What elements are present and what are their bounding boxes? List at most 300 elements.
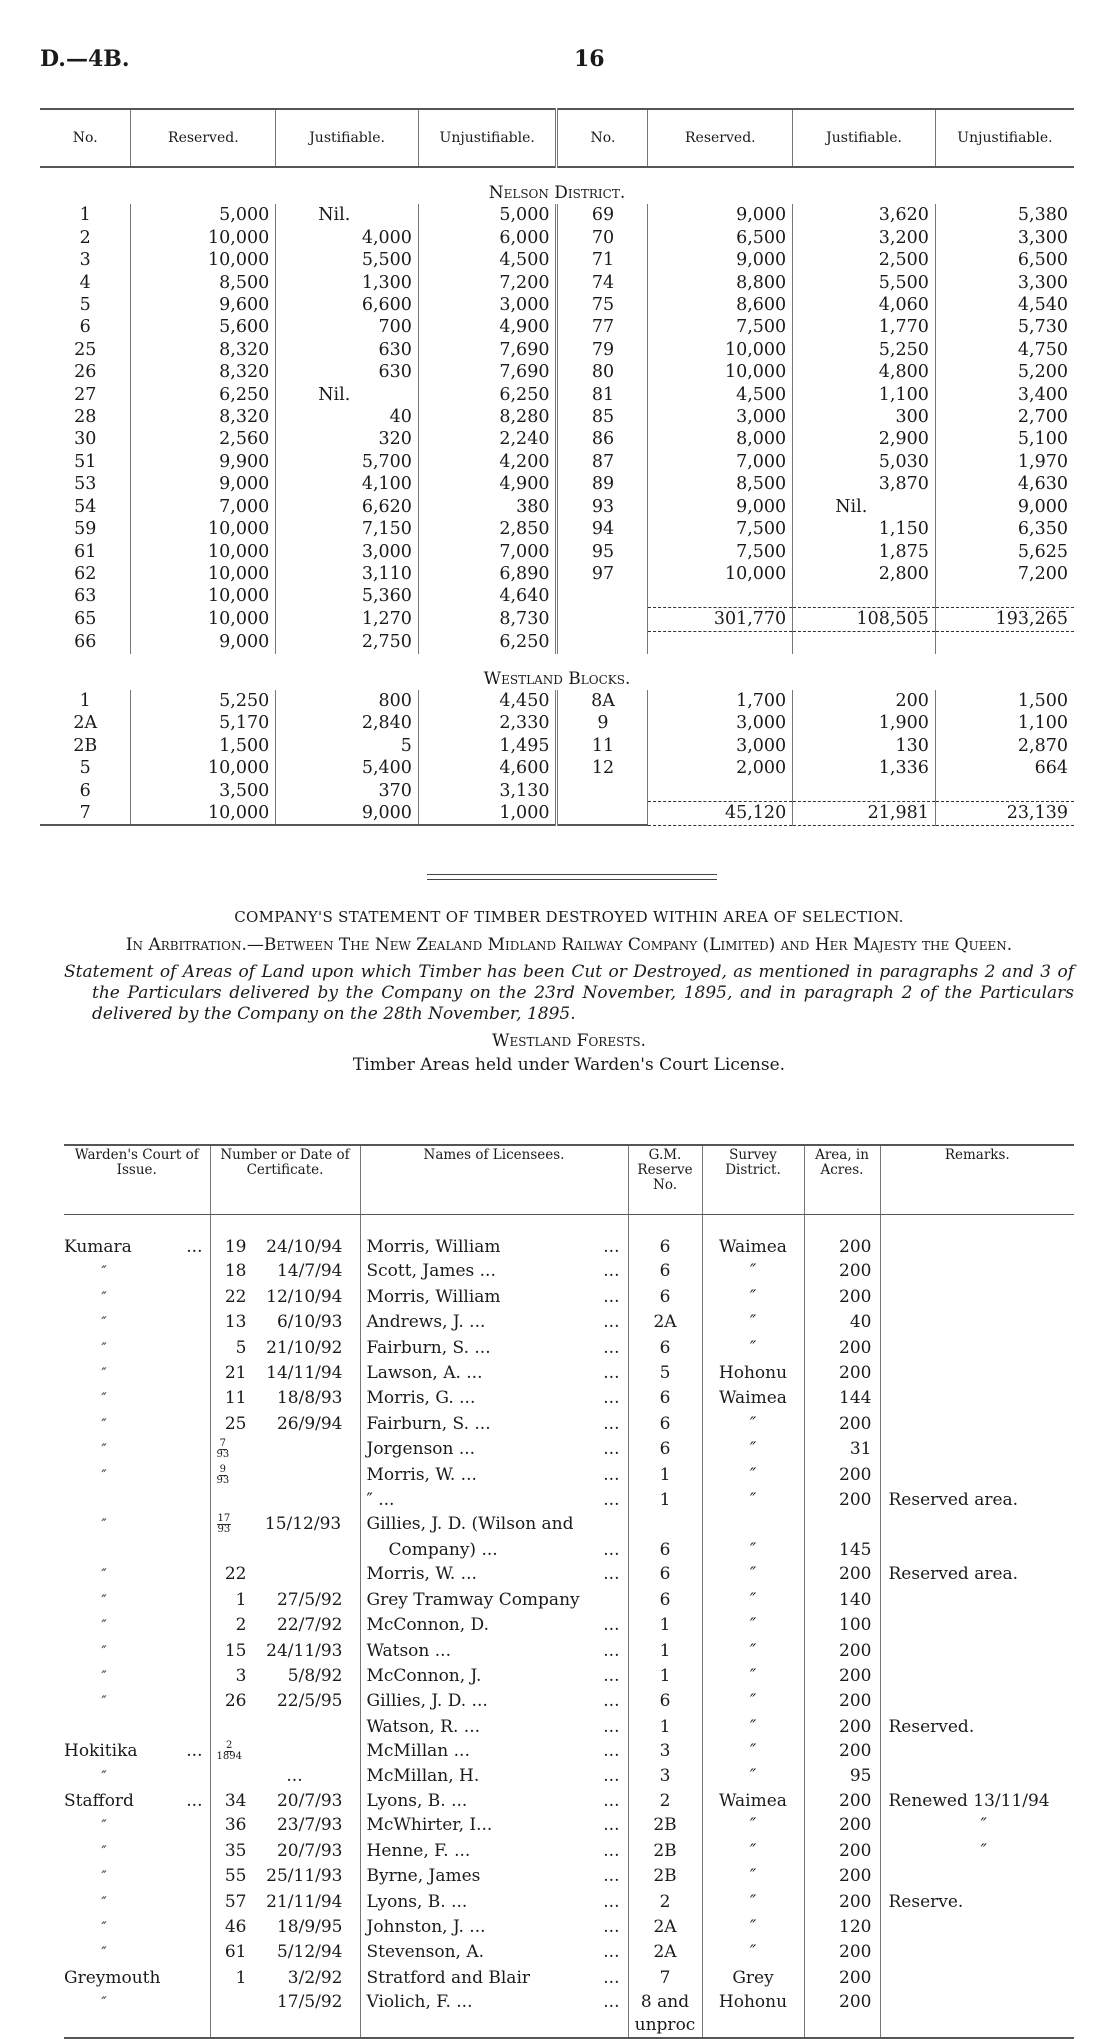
licensee-cell — [360, 1588, 628, 1613]
warden-court: ″ — [101, 1694, 107, 1711]
licensee-cell — [360, 1538, 628, 1562]
table-row — [64, 1764, 1074, 1789]
justifiable-value: 1,770 — [793, 316, 936, 338]
block-number — [557, 780, 648, 802]
column-header: Names of Licensees. — [360, 1145, 628, 1215]
reserved-value: 10,000 — [648, 361, 793, 383]
reserved-value: 2,000 — [648, 757, 793, 779]
table-row — [64, 1940, 1074, 1965]
area-acres: 95 — [804, 1764, 880, 1789]
table-row — [64, 1235, 1074, 1259]
block-number: 51 — [74, 451, 97, 472]
area-acres: 40 — [804, 1310, 880, 1335]
certificate-number: 57 — [224, 1891, 247, 1912]
fraction-denominator: 93 — [217, 1524, 231, 1536]
table-row — [40, 802, 1074, 825]
empty-cell — [935, 585, 1074, 607]
reserved-value: 10,000 — [131, 227, 276, 249]
licensee-name: Stevenson, A. — [366, 1942, 485, 1963]
table-row — [64, 1789, 1074, 1813]
block-number: 2 — [79, 227, 91, 248]
remarks — [880, 1664, 1074, 1689]
licensee-cell — [360, 1259, 628, 1284]
certificate-date: 18/9/95 — [276, 1916, 343, 1937]
remarks — [880, 1588, 1074, 1613]
licensee-name: McConnon, J. — [366, 1665, 482, 1686]
table-row — [40, 585, 1074, 607]
reserve-number: 3 — [628, 1739, 702, 1763]
leader-dots: ... — [603, 1967, 620, 1988]
certificate-number: 55 — [224, 1866, 247, 1887]
unjustifiable-value: 2,240 — [418, 428, 557, 450]
reserved-value: 9,600 — [131, 294, 276, 316]
block-number: 80 — [557, 361, 648, 383]
empty-cell — [793, 631, 936, 653]
certificate-cell — [210, 1789, 360, 1813]
leader-dots: ... — [186, 1237, 203, 1257]
reserved-value: 9,000 — [648, 249, 793, 271]
certificate-number: 34 — [224, 1790, 247, 1811]
remarks — [880, 1613, 1074, 1638]
survey-district: Waimea — [702, 1235, 804, 1259]
licensee-name: Watson, R. ... — [366, 1716, 480, 1737]
unjustifiable-value: 1,100 — [935, 712, 1074, 734]
column-header: Warden's Court of Issue. — [64, 1145, 210, 1215]
reserved-value: 7,000 — [648, 451, 793, 473]
licensee-name: Byrne, James — [366, 1866, 481, 1887]
justifiable-value: 6,600 — [276, 294, 419, 316]
certificate-date: 14/11/94 — [266, 1363, 343, 1384]
justifiable-value: 200 — [793, 690, 936, 712]
table-row — [40, 757, 1074, 779]
table-row — [40, 690, 1074, 712]
survey-district: Waimea — [702, 1386, 804, 1411]
empty-cell — [360, 1215, 628, 1236]
certificate-number: 18 — [224, 1261, 247, 1282]
table-row — [64, 1437, 1074, 1462]
unjustifiable-value: 5,200 — [935, 361, 1074, 383]
empty-cell — [935, 631, 1074, 653]
licensee-name: McConnon, D. — [366, 1615, 489, 1636]
total-unjustifiable: 193,265 — [935, 608, 1074, 631]
table-row — [64, 1562, 1074, 1587]
table-row — [40, 272, 1074, 294]
block-number: 11 — [557, 735, 648, 757]
warden-court-cell — [64, 1966, 210, 1990]
warden-court-cell — [64, 1463, 210, 1488]
column-header: Area, in Acres. — [804, 1145, 880, 1215]
block-number: 87 — [557, 451, 648, 473]
block-number: 5 — [79, 295, 91, 316]
warden-court: ″ — [101, 1768, 107, 1785]
remarks — [880, 1689, 1074, 1714]
certificate-date: 27/5/92 — [276, 1589, 343, 1610]
licensee-name: Morris, W. ... — [366, 1564, 477, 1585]
leader-dots: ... — [603, 1691, 620, 1712]
column-header: Number or Date of Certificate. — [210, 1145, 360, 1215]
leader-dots: ... — [603, 1741, 620, 1762]
area-acres: 200 — [804, 1739, 880, 1763]
block-number: 79 — [557, 339, 648, 361]
licensee-cell — [360, 1915, 628, 1940]
licensee-cell — [360, 1310, 628, 1335]
column-header: Unjustifiable. — [935, 109, 1074, 167]
remarks — [880, 1990, 1074, 2038]
certificate-date: 22/5/95 — [276, 1691, 343, 1712]
block-number: 69 — [557, 204, 648, 226]
justifiable-value: 130 — [793, 735, 936, 757]
reserved-value: 7,500 — [648, 316, 793, 338]
certificate-fraction — [217, 1514, 232, 1535]
area-acres: 200 — [804, 1864, 880, 1889]
licensee-cell — [360, 1613, 628, 1638]
table-row — [40, 361, 1074, 383]
survey-district: ″ — [702, 1839, 804, 1864]
block-number: 85 — [557, 406, 648, 428]
block-number: 97 — [557, 563, 648, 585]
justifiable-value: 3,620 — [793, 204, 936, 226]
certificate-date: 20/7/93 — [276, 1790, 343, 1811]
reserved-value: 8,320 — [131, 339, 276, 361]
block-number: 27 — [74, 384, 97, 405]
reserve-number: 6 — [628, 1259, 702, 1284]
licensee-cell — [360, 1285, 628, 1310]
reserved-value: 10,000 — [131, 608, 276, 631]
certificate-date: 24/10/94 — [266, 1237, 343, 1257]
certificate-date: 3/2/92 — [287, 1967, 343, 1988]
block-number: 89 — [557, 473, 648, 495]
reserved-value: 8,320 — [131, 406, 276, 428]
table-row — [64, 1639, 1074, 1664]
total-reserved: 45,120 — [648, 802, 793, 825]
block-number: 81 — [557, 384, 648, 406]
certificate-cell — [210, 1839, 360, 1864]
arbitration-title: In Arbitration.—Between The New Zealand Midland Railway Company (Limited) and Her Majesty the Queen. — [125, 935, 1013, 955]
certificate-cell — [210, 1639, 360, 1664]
block-number — [557, 585, 648, 607]
survey-district: ″ — [702, 1285, 804, 1310]
remarks: ″ — [880, 1839, 1074, 1864]
licensee-name: Lawson, A. ... — [366, 1363, 483, 1384]
table-row — [64, 1890, 1074, 1915]
area-acres: 200 — [804, 1336, 880, 1361]
certificate-number: 13 — [224, 1312, 247, 1333]
unjustifiable-value: 7,200 — [935, 563, 1074, 585]
certificate-cell — [210, 1512, 360, 1537]
leader-dots: ... — [603, 1640, 620, 1661]
warden-court-cell — [64, 1235, 210, 1259]
area-acres: 200 — [804, 1966, 880, 1990]
leader-dots: ... — [603, 1942, 620, 1963]
reserve-number: 6 — [628, 1336, 702, 1361]
warden-court: ″ — [101, 1919, 107, 1936]
warden-court: Hokitika — [64, 1741, 138, 1762]
warden-court: ″ — [101, 1618, 107, 1635]
survey-district: ″ — [702, 1864, 804, 1889]
leader-dots: ... — [603, 1490, 620, 1511]
certificate-cell — [210, 1940, 360, 1965]
licensee-cell — [360, 1990, 628, 2038]
licensee-cell — [360, 1437, 628, 1462]
justifiable-value: 5,500 — [276, 249, 419, 271]
block-number: 93 — [557, 496, 648, 518]
leader-dots: ... — [603, 1790, 620, 1811]
unjustifiable-value: 7,000 — [418, 541, 557, 563]
warden-court-cell — [64, 1864, 210, 1889]
certificate-number: 35 — [224, 1840, 247, 1861]
empty-cell — [628, 1215, 702, 1236]
block-number: 6 — [79, 780, 91, 801]
remarks — [880, 1259, 1074, 1284]
warden-court: Kumara — [64, 1237, 132, 1257]
empty-cell — [210, 1215, 360, 1236]
table-row — [64, 1864, 1074, 1889]
licensee-cell — [360, 1664, 628, 1689]
certificate-fraction — [217, 1465, 230, 1486]
warden-court: ″ — [101, 1945, 107, 1962]
reserved-value: 9,000 — [648, 496, 793, 518]
reserved-value: 10,000 — [131, 249, 276, 271]
justifiable-value: 300 — [793, 406, 936, 428]
unjustifiable-value: 4,640 — [418, 585, 557, 607]
area-acres: 144 — [804, 1386, 880, 1411]
table-row — [64, 1310, 1074, 1335]
column-header: Remarks. — [880, 1145, 1074, 1215]
empty-cell — [793, 780, 936, 802]
justifiable-value: 800 — [276, 690, 419, 712]
remarks — [880, 1412, 1074, 1437]
column-header: Survey District. — [702, 1145, 804, 1215]
survey-district: ″ — [702, 1639, 804, 1664]
licensee-name: Lyons, B. ... — [366, 1891, 468, 1912]
licensee-cell — [360, 1839, 628, 1864]
reserved-value: 8,800 — [648, 272, 793, 294]
reserve-number: 6 — [628, 1285, 702, 1310]
certificate-number: 5 — [235, 1337, 247, 1358]
reserved-value: 8,500 — [648, 473, 793, 495]
statement-titles — [64, 908, 1074, 1075]
table-row — [40, 204, 1074, 226]
block-number: 1 — [79, 205, 91, 226]
certificate-date: 5/12/94 — [276, 1942, 343, 1963]
column-header: Justifiable. — [793, 109, 936, 167]
survey-district: ″ — [702, 1336, 804, 1361]
certificate-cell — [210, 1437, 360, 1462]
table-row — [64, 1336, 1074, 1361]
licensee-name: Andrews, J. ... — [366, 1312, 486, 1333]
unjustifiable-value: 6,350 — [935, 518, 1074, 540]
licensee-name: Grey Tramway Company — [366, 1589, 580, 1610]
reserved-value: 10,000 — [131, 585, 276, 607]
table-row — [40, 249, 1074, 271]
reserved-value: 5,170 — [131, 712, 276, 734]
licensee-cell — [360, 1890, 628, 1915]
warden-court: ″ — [101, 1843, 107, 1860]
block-number: 8A — [557, 690, 648, 712]
reserved-value: 7,500 — [648, 541, 793, 563]
table-header-row — [40, 109, 1074, 167]
warden-court-cell — [64, 1789, 210, 1813]
remarks — [880, 1966, 1074, 1990]
reserved-value: 3,500 — [131, 780, 276, 802]
certificate-cell — [210, 1386, 360, 1411]
reserved-value: 9,000 — [131, 631, 276, 653]
unjustifiable-value: 7,690 — [418, 361, 557, 383]
reserve-number: 1 — [628, 1463, 702, 1488]
leader-dots: ... — [603, 1539, 620, 1560]
leader-dots: ... — [603, 1716, 620, 1737]
survey-district: ″ — [702, 1715, 804, 1739]
remarks: Reserve. — [880, 1890, 1074, 1915]
unjustifiable-value: 6,500 — [935, 249, 1074, 271]
empty-cell — [648, 780, 793, 802]
area-acres: 200 — [804, 1715, 880, 1739]
table-row — [64, 1990, 1074, 2038]
unjustifiable-value: 6,890 — [418, 563, 557, 585]
reserved-value: 10,000 — [131, 802, 276, 825]
certificate-date: 23/7/93 — [276, 1815, 343, 1836]
certificate-cell — [210, 1689, 360, 1714]
total-unjustifiable: 23,139 — [935, 802, 1074, 825]
unjustifiable-value: 1,000 — [418, 802, 557, 825]
certificate-cell — [210, 1966, 360, 1990]
block-number — [557, 631, 648, 653]
survey-district: ″ — [702, 1664, 804, 1689]
reserve-number: 7 — [628, 1966, 702, 1990]
licensee-name: Watson ... — [366, 1640, 451, 1661]
licensee-cell — [360, 1966, 628, 1990]
leader-dots: ... — [603, 1840, 620, 1861]
certificate-date: 22/7/92 — [276, 1615, 343, 1636]
remarks — [880, 1285, 1074, 1310]
block-number: 2B — [73, 735, 98, 756]
survey-district: ″ — [702, 1764, 804, 1789]
survey-district: Hohonu — [702, 1361, 804, 1386]
reserved-value: 7,500 — [648, 518, 793, 540]
warden-court-cell — [64, 1839, 210, 1864]
survey-district: ″ — [702, 1259, 804, 1284]
justifiable-value: 6,620 — [276, 496, 419, 518]
certificate-fraction — [217, 1741, 242, 1762]
licensee-cell — [360, 1739, 628, 1763]
warden-court-cell — [64, 1764, 210, 1789]
certificate-cell — [210, 1613, 360, 1638]
area-acres: 100 — [804, 1613, 880, 1638]
licensee-cell — [360, 1412, 628, 1437]
licensee-name: Johnston, J. ... — [366, 1916, 486, 1937]
justifiable-value: 4,000 — [276, 227, 419, 249]
certificate-cell — [210, 1864, 360, 1889]
justifiable-value: 630 — [276, 361, 419, 383]
certificate-number: 46 — [224, 1916, 247, 1937]
licensee-name: McWhirter, I... — [366, 1815, 493, 1836]
area-acres: 200 — [804, 1664, 880, 1689]
table-row — [40, 227, 1074, 249]
justifiable-value: 1,300 — [276, 272, 419, 294]
justifiable-value: 4,060 — [793, 294, 936, 316]
unjustifiable-value: 4,750 — [935, 339, 1074, 361]
unjustifiable-value: 380 — [418, 496, 557, 518]
section-heading-row — [40, 654, 1074, 690]
reserve-number: 2A — [628, 1940, 702, 1965]
unjustifiable-value: 4,540 — [935, 294, 1074, 316]
reserve-number: 1 — [628, 1664, 702, 1689]
certificate-number: 22 — [224, 1564, 247, 1585]
table-row — [64, 1538, 1074, 1562]
warden-court: ″ — [101, 1416, 107, 1433]
justifiable-value: 370 — [276, 780, 419, 802]
justifiable-value: 700 — [276, 316, 419, 338]
licensee-cell — [360, 1813, 628, 1838]
remarks: Reserved area. — [880, 1488, 1074, 1512]
warden-court-cell — [64, 1739, 210, 1763]
table-row — [64, 1966, 1074, 1990]
leader-dots: ... — [603, 1261, 620, 1282]
timber-areas-subheading: Timber Areas held under Warden's Court License. — [352, 1055, 786, 1075]
survey-district: ″ — [702, 1813, 804, 1838]
company-statement-title: COMPANY'S STATEMENT OF TIMBER DESTROYED WITHIN AREA OF SELECTION. — [234, 908, 904, 926]
warden-court: ″ — [101, 1592, 107, 1609]
column-header: Justifiable. — [276, 109, 419, 167]
empty-cell — [793, 585, 936, 607]
reserved-value: 1,500 — [131, 735, 276, 757]
reserved-value: 10,000 — [131, 541, 276, 563]
table-row — [64, 1512, 1074, 1537]
reserve-number: 6 — [628, 1562, 702, 1587]
reserved-value: 8,500 — [131, 272, 276, 294]
licensee-cell — [360, 1235, 628, 1259]
licensee-cell — [360, 1864, 628, 1889]
reserve-number: 8 and unproc — [628, 1990, 702, 2038]
unjustifiable-value: 4,450 — [418, 690, 557, 712]
block-number: 63 — [74, 586, 97, 607]
remarks — [880, 1915, 1074, 1940]
area-acres: 200 — [804, 1789, 880, 1813]
justifiable-value: 1,875 — [793, 541, 936, 563]
reserved-value: 3,000 — [648, 406, 793, 428]
area-acres: 200 — [804, 1259, 880, 1284]
reserve-number: 6 — [628, 1437, 702, 1462]
document-reference: D.—4B. — [40, 46, 130, 72]
fraction-numerator: 9 — [219, 1463, 227, 1475]
reserve-number: 1 — [628, 1488, 702, 1512]
unjustifiable-value: 6,000 — [418, 227, 557, 249]
warden-court-cell — [64, 1715, 210, 1739]
unjustifiable-value: 5,730 — [935, 316, 1074, 338]
table-row — [40, 563, 1074, 585]
table-row — [40, 631, 1074, 653]
reserve-number: 6 — [628, 1689, 702, 1714]
block-number: 5 — [79, 758, 91, 779]
justifiable-value: 2,500 — [793, 249, 936, 271]
warden-court: ″ — [101, 1567, 107, 1584]
certificate-date: 24/11/93 — [266, 1640, 343, 1661]
certificate-cell — [210, 1259, 360, 1284]
certificate-date: 25/11/93 — [266, 1866, 343, 1887]
justifiable-value: 1,100 — [793, 384, 936, 406]
certificate-date: 21/10/92 — [266, 1337, 343, 1358]
unjustifiable-value: 1,495 — [418, 735, 557, 757]
leader-dots: ... — [603, 1891, 620, 1912]
warden-court-cell — [64, 1890, 210, 1915]
leader-dots: ... — [603, 1439, 620, 1460]
reserved-value: 8,320 — [131, 361, 276, 383]
area-acres: 200 — [804, 1639, 880, 1664]
licensee-name: Henne, F. ... — [366, 1840, 471, 1861]
justifiable-value: 1,270 — [276, 608, 419, 631]
fraction-denominator: 1894 — [216, 1751, 242, 1763]
unjustifiable-value: 3,300 — [935, 272, 1074, 294]
